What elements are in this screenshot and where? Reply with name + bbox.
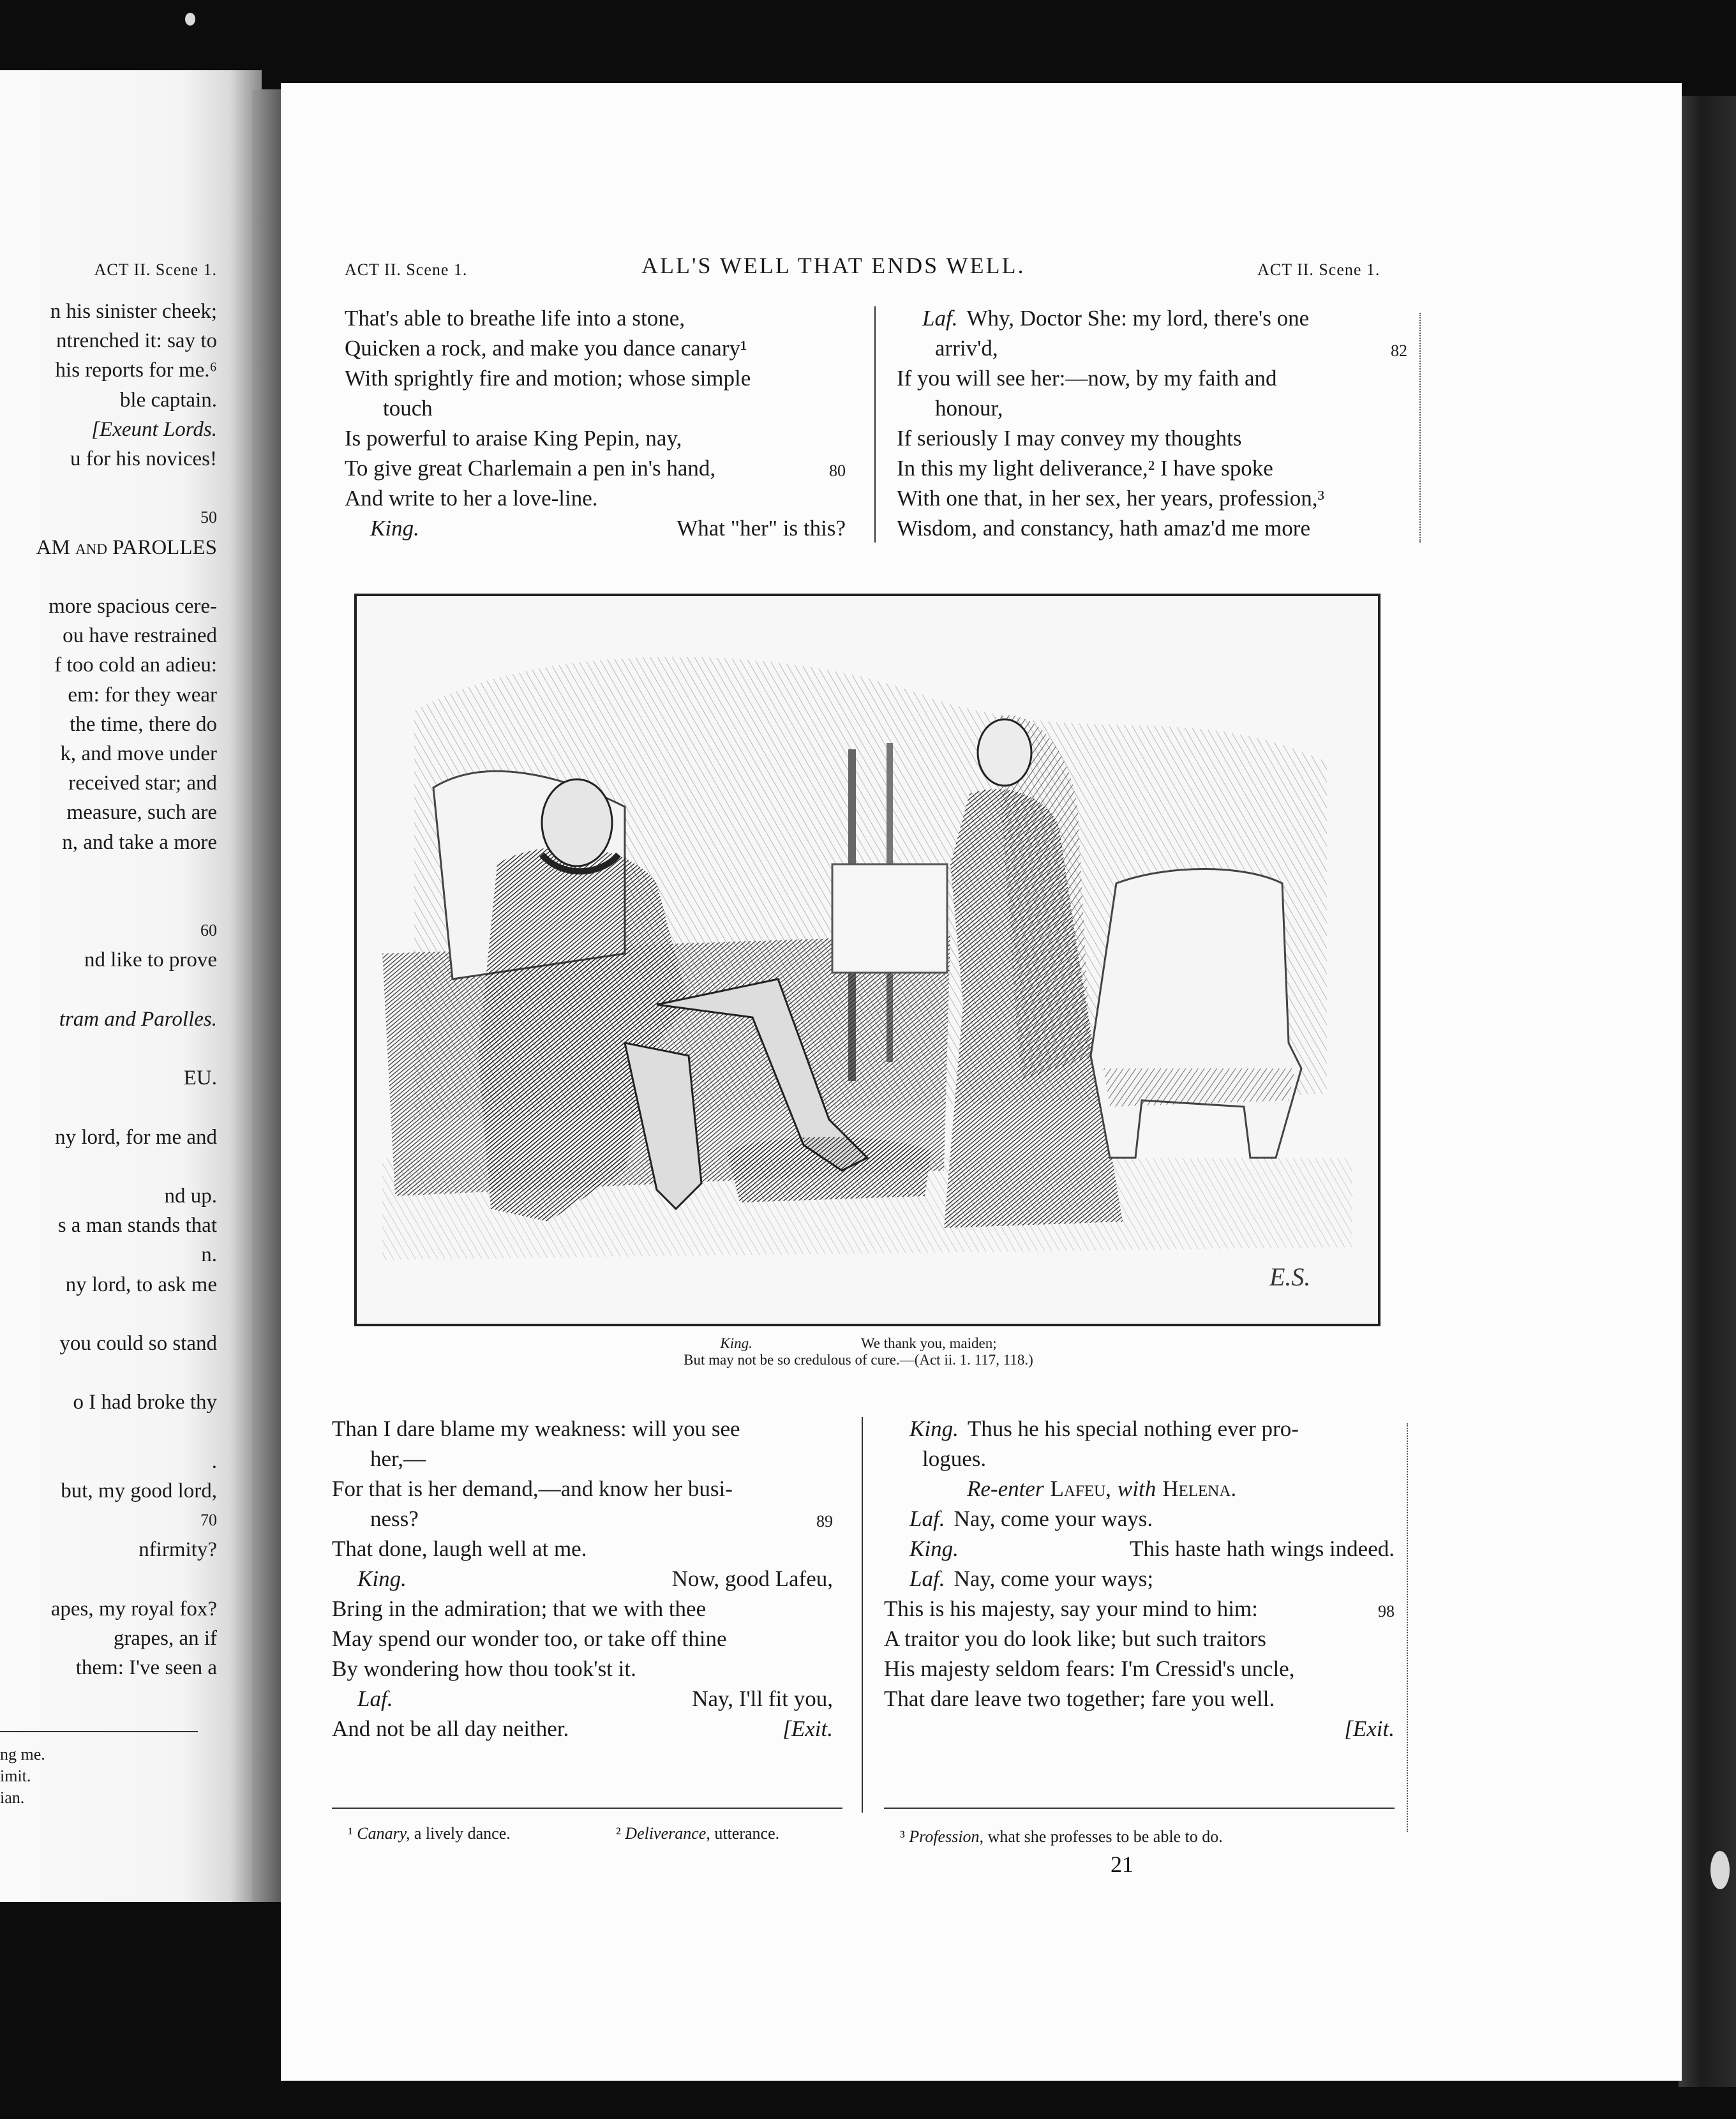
verse-text: Bring in the admiration; that we with thee [332, 1596, 707, 1621]
verse-line [345, 513, 846, 543]
text-column-top-right [897, 303, 1407, 543]
left-page-line: grapes, an if [113, 1627, 217, 1650]
illustration-king-and-helena [354, 594, 1381, 1326]
text-column-bottom-left [332, 1414, 833, 1744]
right-page [281, 83, 1682, 2081]
footnote-3: ³ Profession, what she professes to be able to do. [900, 1827, 1223, 1846]
verse-text: Wisdom, and constancy, hath amaz'd me more [897, 516, 1310, 541]
king-head [542, 779, 612, 866]
verse-line [897, 333, 1407, 363]
left-page-line: nd like to prove [84, 948, 217, 972]
verse-line [332, 1444, 833, 1474]
left-page-line: more spacious cere- [49, 595, 217, 618]
verse-line [332, 1714, 833, 1744]
verse-text: By wondering how thou took'st it. [332, 1656, 636, 1681]
speaker-name: Laf. [922, 306, 958, 331]
text-column-top-left [345, 303, 846, 543]
caption-line-2: But may not be so credulous of cure.—(Act ii. 1. 117, 118.) [684, 1352, 1033, 1368]
left-running-head: ACT II. Scene 1. [94, 260, 217, 279]
verse-text: Than I dare blame my weakness: will you see [332, 1416, 740, 1441]
speaker-name: Laf. [357, 1686, 393, 1711]
footnote-2: ² Deliverance, utterance. [616, 1824, 780, 1843]
verse-line [897, 303, 1407, 333]
left-footnote-3: ian. [0, 1788, 25, 1807]
scan-speck [1710, 1851, 1730, 1889]
text-column-bottom-right [884, 1414, 1395, 1744]
left-page-line: n. [201, 1243, 217, 1267]
verse-text: That dare leave two together; fare you well. [884, 1686, 1275, 1711]
verse-line [884, 1624, 1395, 1654]
verse-text: This haste hath wings indeed. [1129, 1536, 1395, 1561]
verse-line [884, 1444, 1395, 1474]
page-title: ALL'S WELL THAT ENDS WELL. [641, 253, 1026, 278]
left-page-line: measure, such are [66, 801, 217, 825]
left-page-line: ou have restrained [63, 624, 217, 648]
verse-line [345, 303, 846, 333]
engraving-scene [357, 596, 1378, 1324]
left-page-text [0, 70, 262, 1902]
verse-text: May spend our wonder too, or take off thine [332, 1626, 727, 1651]
verse-line [332, 1414, 833, 1444]
column-rule-bottom [862, 1417, 863, 1813]
helena-head [978, 719, 1031, 786]
line-number: 80 [829, 461, 846, 480]
verse-text: With one that, in her sex, her years, profession,³ [897, 486, 1325, 511]
verse-text: His majesty seldom fears: I'm Cressid's uncle, [884, 1656, 1295, 1681]
left-page-line: f too cold an adieu: [54, 654, 217, 677]
verse-line [332, 1564, 833, 1594]
speaker-name: King. [909, 1536, 959, 1561]
verse-text: Nay, come your ways. [954, 1506, 1153, 1531]
verse-line [345, 393, 846, 423]
verse-line [345, 483, 846, 513]
exit-direction: [Exit. [1344, 1716, 1395, 1741]
running-head-right: ACT II. Scene 1. [1257, 260, 1381, 279]
left-page-line: his reports for me.⁶ [55, 359, 217, 382]
wavy-margin-rule-top [1410, 313, 1421, 543]
verse-text: A traitor you do look like; but such traitors [884, 1626, 1266, 1651]
verse-text: If you will see her:—now, by my faith and [897, 366, 1277, 391]
verse-text: In this my light deliverance,² I have spoke [897, 456, 1273, 481]
speaker-name: King. [370, 516, 419, 541]
verse-line [884, 1594, 1395, 1624]
verse-text: And not be all day neither. [332, 1716, 569, 1741]
verse-text: If seriously I may convey my thoughts [897, 426, 1242, 451]
verse-line [897, 363, 1407, 393]
line-number: 89 [816, 1512, 833, 1531]
left-page-line: nd up. [164, 1185, 217, 1208]
left-page-line: 70 [200, 1511, 217, 1530]
left-page-line: them: I've seen a [75, 1656, 217, 1680]
left-footnote-1: ng me. [0, 1745, 45, 1763]
left-page-line: ble captain. [119, 388, 217, 412]
verse-line [884, 1564, 1395, 1594]
footstool [727, 1137, 931, 1203]
left-page-line: 50 [200, 508, 217, 527]
verse-text: Why, Doctor She: my lord, there's one [966, 306, 1310, 331]
speaker-name: King. [909, 1416, 959, 1441]
left-page-line: n his sinister cheek; [50, 300, 217, 323]
stage-direction: Re-enter Lafeu, with Helena. [967, 1476, 1237, 1501]
line-number: 98 [1378, 1602, 1395, 1621]
verse-line [897, 423, 1407, 453]
verse-text: That's able to breathe life into a stone, [345, 306, 685, 331]
left-page-line: ny lord, to ask me [65, 1273, 217, 1296]
verse-line [884, 1414, 1395, 1444]
verse-text: arriv'd, [935, 336, 998, 361]
left-page-line: s a man stands that [57, 1214, 217, 1238]
verse-line [345, 453, 846, 483]
verse-text: logues. [922, 1446, 987, 1471]
left-page-line: you could so stand [59, 1332, 217, 1355]
speaker-name: King. [357, 1566, 407, 1591]
footnote-rule-1 [332, 1808, 842, 1809]
verse-text: That done, laugh well at me. [332, 1536, 587, 1561]
running-head-left: ACT II. Scene 1. [345, 260, 468, 279]
left-page-line: em: for they wear [68, 683, 217, 707]
caption-speaker: King. [720, 1335, 752, 1351]
verse-line [345, 333, 846, 363]
chair-middle [832, 864, 947, 973]
verse-line [332, 1504, 833, 1534]
left-page-line: apes, my royal fox? [50, 1597, 217, 1621]
verse-line [332, 1474, 833, 1504]
verse-line [884, 1654, 1395, 1684]
verse-text: This is his majesty, say your mind to him: [884, 1596, 1258, 1621]
left-page-line: o I had broke thy [73, 1391, 217, 1414]
verse-line [884, 1684, 1395, 1714]
left-page-line: [Exeunt Lords. [91, 417, 217, 441]
page-number: 21 [1111, 1852, 1134, 1877]
verse-line [884, 1714, 1395, 1744]
exit-direction: [Exit. [782, 1716, 833, 1741]
verse-text: To give great Charlemain a pen in's hand, [345, 456, 716, 481]
verse-text: Is powerful to araise King Pepin, nay, [345, 426, 682, 451]
column-rule-top [874, 306, 876, 543]
caption-line-1: We thank you, maiden; [860, 1335, 997, 1351]
verse-text: ness? [370, 1506, 419, 1531]
verse-text: For that is her demand,—and know her busi- [332, 1476, 733, 1501]
footnote-rule-left [0, 1731, 198, 1732]
book-page-edge [1679, 96, 1736, 2087]
verse-line [332, 1684, 833, 1714]
verse-line [345, 423, 846, 453]
illustration-signature: E.S. [1269, 1262, 1311, 1291]
footnote-rule-2 [884, 1808, 1395, 1809]
left-page-line: 60 [200, 921, 217, 940]
left-page-line: EU. [183, 1067, 217, 1090]
speaker-name: Laf. [909, 1506, 945, 1531]
left-page-line: AM and PAROLLES [36, 535, 217, 559]
verse-text: honour, [935, 396, 1003, 421]
verse-text: Nay, I'll fit you, [692, 1686, 833, 1711]
verse-text: With sprightly fire and motion; whose simple [345, 366, 751, 391]
verse-text: Now, good Lafeu, [671, 1566, 833, 1591]
verse-text: What "her" is this? [677, 516, 846, 541]
speaker-name: Laf. [909, 1566, 945, 1591]
left-page-line: nfirmity? [138, 1538, 217, 1562]
left-page-line: but, my good lord, [61, 1479, 217, 1502]
verse-line [897, 393, 1407, 423]
left-page-line: u for his novices! [70, 447, 217, 470]
verse-text: And write to her a love-line. [345, 486, 598, 511]
left-page-line: the time, there do [70, 712, 217, 736]
verse-line [897, 483, 1407, 513]
left-page-line: k, and move under [60, 742, 217, 765]
verse-line [897, 513, 1407, 543]
wavy-margin-rule-bottom [1398, 1423, 1408, 1832]
verse-line [332, 1654, 833, 1684]
verse-line [345, 363, 846, 393]
verse-line [332, 1624, 833, 1654]
verse-line [332, 1534, 833, 1564]
left-page-line: ntrenched it: say to [56, 329, 217, 353]
left-page-line: tram and Parolles. [59, 1007, 217, 1031]
left-page-line: received star; and [68, 772, 217, 795]
verse-line [332, 1594, 833, 1624]
left-page-line: n, and take a more [62, 830, 217, 854]
line-number: 82 [1391, 341, 1407, 360]
verse-text: Nay, come your ways; [954, 1566, 1154, 1591]
verse-text: Quicken a rock, and make you dance canary¹ [345, 336, 747, 361]
chair-right [1091, 869, 1301, 1158]
left-page-line: ny lord, for me and [55, 1125, 217, 1149]
left-footnote-2: imit. [0, 1767, 31, 1785]
verse-line [884, 1534, 1395, 1564]
footnote-1: ¹ Canary, a lively dance. [348, 1824, 511, 1843]
verse-text: Thus he his special nothing ever pro- [967, 1416, 1299, 1441]
verse-text: touch [383, 396, 433, 421]
illustration-caption [507, 1335, 1209, 1368]
verse-line [897, 453, 1407, 483]
left-page-line: . [211, 1449, 217, 1473]
verse-line [884, 1504, 1395, 1534]
chair-right-fringe [1104, 1068, 1295, 1107]
verse-text: her,— [370, 1446, 426, 1471]
scan-speck [185, 13, 195, 26]
